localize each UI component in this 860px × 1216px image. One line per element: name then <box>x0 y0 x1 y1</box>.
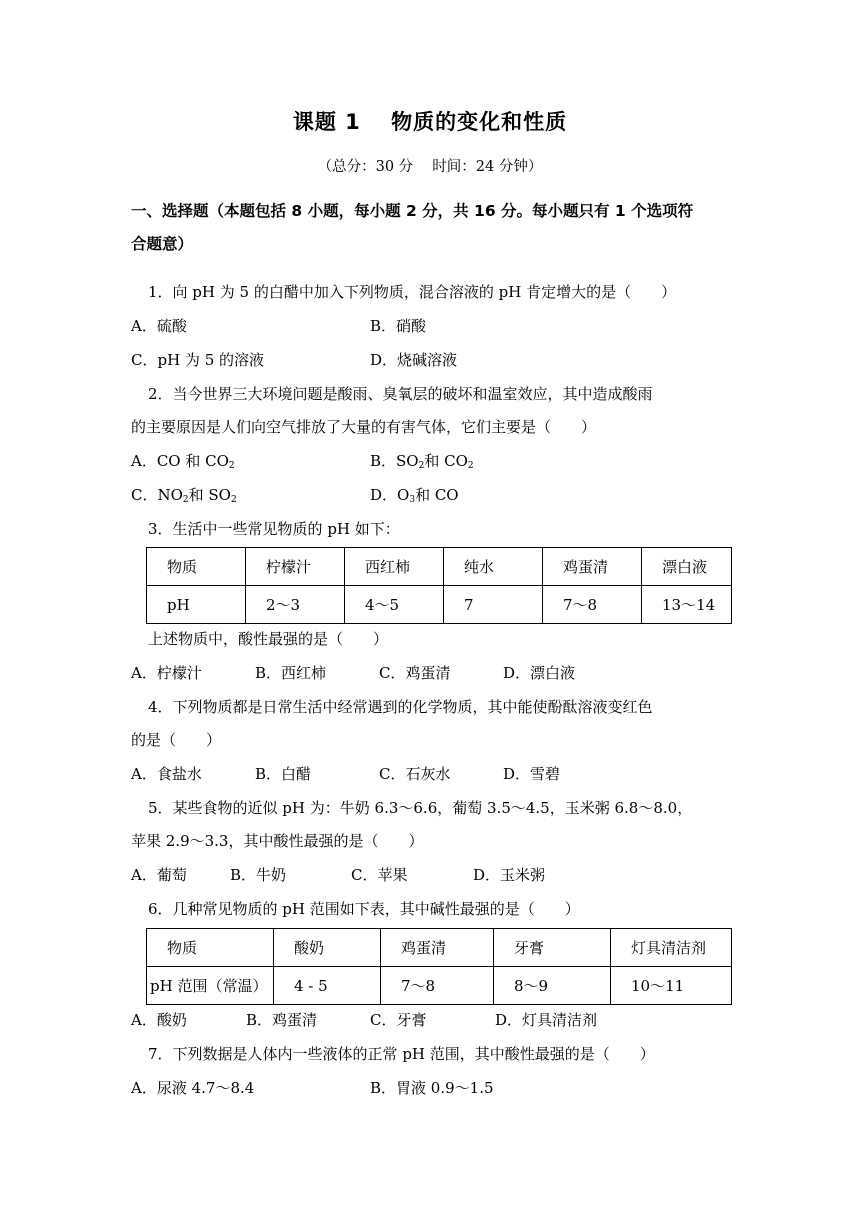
table-cell: 10～11 <box>611 967 732 1005</box>
question-1-stem: 1．向 pH 为 5 的白醋中加入下列物质，混合溶液的 pH 肯定增大的是（ ） <box>148 283 677 301</box>
section-heading-line1: 一、选择题（本题包括 8 小题，每小题 2 分，共 16 分。每小题只有 1 个选项符 <box>131 202 694 220</box>
question-2-stem-line2: 的主要原因是人们向空气排放了大量的有害气体，它们主要是（ ） <box>131 418 597 436</box>
table-cell: 7～8 <box>543 586 642 624</box>
question-5-stem-line1: 5．某些食物的近似 pH 为：牛奶 6.3～6.6，葡萄 3.5～4.5，玉米粥 6.8～8.0， <box>148 799 693 817</box>
question-6-option-a: A．酸奶 <box>131 1011 187 1029</box>
question-1-option-c: C．pH 为 5 的溶液 <box>131 351 265 369</box>
table-header-row <box>147 929 732 967</box>
question-3-stem: 3．生活中一些常见物质的 pH 如下： <box>148 520 400 538</box>
table-cell: 漂白液 <box>642 548 732 586</box>
table-header-row <box>147 548 732 586</box>
question-2-option-c: C．$NO_2$和 $SO_2$ <box>131 486 237 505</box>
question-7-option-a: A．尿液 4.7～8.4 <box>131 1079 255 1097</box>
table-cell: 7～8 <box>381 967 494 1005</box>
question-6-option-c: C．牙膏 <box>370 1011 427 1029</box>
question-4-option-a: A．食盐水 <box>131 765 202 783</box>
table-cell: 4～5 <box>345 586 444 624</box>
question-1-option-b: B．硝酸 <box>370 317 427 335</box>
table-cell: 物质 <box>147 548 246 586</box>
question-2-stem-line1: 2．当今世界三大环境问题是酸雨、臭氧层的破坏和温室效应，其中造成酸雨 <box>148 385 653 403</box>
question-3-ph-table <box>146 547 732 624</box>
question-5-option-b: B．牛奶 <box>230 866 287 884</box>
question-2-option-d: D．$O_3$和 CO <box>370 486 459 505</box>
question-4-option-b: B．白醋 <box>255 765 312 783</box>
question-5-option-a: A．葡萄 <box>131 866 187 884</box>
section-heading <box>131 195 751 261</box>
question-7-option-b: B．胃液 0.9～1.5 <box>370 1079 494 1097</box>
table-cell: 灯具清洁剂 <box>611 929 732 967</box>
question-4-stem-line1: 4．下列物质都是日常生活中经常遇到的化学物质，其中能使酚酞溶液变红色 <box>148 698 653 716</box>
question-6-stem: 6．几种常见物质的 pH 范围如下表，其中碱性最强的是（ ） <box>148 900 580 918</box>
table-cell: 鸡蛋清 <box>381 929 494 967</box>
question-1-option-d: D．烧碱溶液 <box>370 351 458 369</box>
question-6-option-d: D．灯具清洁剂 <box>495 1011 598 1029</box>
table-cell: pH <box>147 586 246 624</box>
question-2-option-b: B．$SO_2$和 $CO_2$ <box>370 452 474 471</box>
table-cell: 13～14 <box>642 586 732 624</box>
question-7-stem: 7．下列数据是人体内一些液体的正常 pH 范围，其中酸性最强的是（ ） <box>148 1045 655 1063</box>
question-3-option-b: B．西红柿 <box>255 664 327 682</box>
question-4-option-c: C．石灰水 <box>379 765 451 783</box>
table-cell: 鸡蛋清 <box>543 548 642 586</box>
table-cell: pH 范围（常温） <box>147 967 274 1005</box>
question-4-stem-line2: 的是（ ） <box>131 731 222 749</box>
table-cell: 4 - 5 <box>274 967 381 1005</box>
table-row <box>147 967 732 1005</box>
question-3-followup: 上述物质中，酸性最强的是（ ） <box>148 630 389 648</box>
table-row <box>147 586 732 624</box>
table-cell: 2～3 <box>246 586 345 624</box>
question-3-option-d: D．漂白液 <box>503 664 576 682</box>
question-5-stem-line2: 苹果 2.9～3.3，其中酸性最强的是（ ） <box>131 832 424 850</box>
question-2-option-a: A．CO 和 $CO_2$ <box>131 452 235 471</box>
table-cell: 柠檬汁 <box>246 548 345 586</box>
section-heading-line2: 合题意） <box>131 235 194 253</box>
table-cell: 牙膏 <box>494 929 611 967</box>
table-cell: 8～9 <box>494 967 611 1005</box>
table-cell: 纯水 <box>444 548 543 586</box>
question-1-option-a: A．硫酸 <box>131 317 187 335</box>
page-subtitle: （总分：30 分 时间：24 分钟） <box>317 159 543 175</box>
page-title: 课题 1 物质的变化和性质 <box>292 110 568 134</box>
table-cell: 物质 <box>147 929 274 967</box>
question-5-option-c: C．苹果 <box>351 866 408 884</box>
question-4-option-d: D．雪碧 <box>503 765 561 783</box>
question-3-option-c: C．鸡蛋清 <box>379 664 451 682</box>
question-6-ph-table <box>146 928 732 1005</box>
question-6-option-b: B．鸡蛋清 <box>246 1011 318 1029</box>
table-cell: 西红柿 <box>345 548 444 586</box>
question-5-option-d: D．玉米粥 <box>473 866 546 884</box>
table-cell: 酸奶 <box>274 929 381 967</box>
table-cell: 7 <box>444 586 543 624</box>
question-3-option-a: A．柠檬汁 <box>131 664 202 682</box>
